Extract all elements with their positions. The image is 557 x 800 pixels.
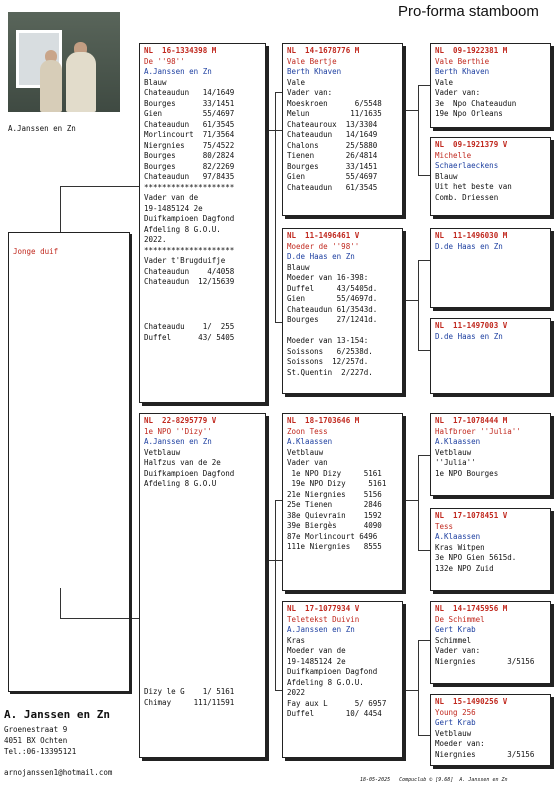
breeder: A.Klaassen bbox=[435, 532, 481, 541]
text-line: Schimmel bbox=[435, 635, 472, 645]
text-line: Vetblauw bbox=[144, 447, 181, 457]
breeder: Schaerlaeckens bbox=[435, 161, 499, 170]
text-line: Afdeling 8 G.O.U. bbox=[287, 677, 364, 687]
details bbox=[435, 729, 546, 761]
owner-address bbox=[4, 724, 76, 757]
details bbox=[287, 78, 398, 194]
text-line: 19e NPO Dizy 5161 bbox=[287, 479, 387, 488]
father-card bbox=[139, 43, 266, 403]
ring-number: NL 14-1678776 M bbox=[287, 46, 360, 55]
text-line: Vale bbox=[435, 77, 454, 87]
text-line: 111e Niergnies 8555 bbox=[287, 542, 382, 551]
text-line: Moeskroen 6/5548 bbox=[287, 98, 382, 108]
ring-number: NL 11-1496030 M bbox=[435, 231, 508, 240]
text-line: Kras Witpen bbox=[435, 542, 485, 552]
text-line: 3e Npo Chateaudun bbox=[435, 98, 517, 108]
text-line: Vader van: bbox=[435, 88, 481, 97]
text-line: 19-1485124 2e bbox=[287, 656, 346, 666]
bird-name: Halfbroer ''Julia'' bbox=[435, 426, 521, 436]
text-line: Vetblauw bbox=[287, 447, 324, 457]
text-line: Chateauroux 13/3304 bbox=[287, 119, 378, 129]
text-line: Tienen 26/4814 bbox=[287, 151, 378, 160]
breeder: Berth Khaven bbox=[435, 67, 490, 76]
text-line: Gien 55/4697 bbox=[287, 172, 378, 181]
breeder: D.de Haas en Zn bbox=[435, 331, 503, 341]
bird-name: Michelle bbox=[435, 150, 472, 160]
text-line: 87e Morlincourt 6496 bbox=[287, 531, 378, 541]
text-line: Chateaudun 61/3543d. bbox=[287, 304, 378, 314]
ring-number: NL 17-1077934 V bbox=[287, 604, 360, 613]
fmf-card bbox=[430, 228, 551, 308]
text-line: Bourges 80/2824 bbox=[144, 151, 235, 160]
text-line: Gien 55/4697d. bbox=[287, 294, 378, 303]
text-line: Bourges 33/1451 bbox=[287, 161, 378, 171]
ffm-card bbox=[430, 137, 551, 216]
ring-number: NL 09-1922381 M bbox=[435, 46, 508, 55]
text-line: St.Quentin 2/227d. bbox=[287, 367, 373, 377]
owner-email[interactable]: arnojanssen1@hotmail.com bbox=[4, 768, 113, 777]
text-line: Vader t'Brugduifje bbox=[144, 256, 226, 265]
text-line: Duifkampioen Dagfond bbox=[144, 214, 235, 223]
owner-photo bbox=[8, 12, 120, 112]
text-line: Blauw bbox=[287, 262, 310, 272]
text-line: Chateaudun 14/1649 bbox=[287, 130, 378, 139]
text-line: Halfzus van de 2e bbox=[144, 458, 221, 467]
bird-name: 1e NPO ''Dizy'' bbox=[144, 426, 212, 436]
text-line: Vader van: bbox=[287, 88, 333, 97]
mfm-card bbox=[430, 508, 551, 591]
bird-name: Zoon Tess bbox=[287, 426, 328, 436]
text-line: Vader van: bbox=[435, 646, 481, 655]
ring-number: NL 11-1497003 V bbox=[435, 321, 508, 330]
text-line: 19e Npo Orleans bbox=[435, 109, 503, 118]
bird-name: Moeder de ''98'' bbox=[287, 241, 360, 251]
text-line: Blauw bbox=[435, 171, 458, 181]
bird-name: Teletekst Duivin bbox=[287, 614, 360, 624]
owner-name: A. Janssen en Zn bbox=[4, 708, 110, 721]
text-line: 1e NPO Bourges bbox=[435, 468, 499, 478]
owner-name-small: A.Janssen en Zn bbox=[8, 124, 76, 133]
details bbox=[287, 263, 398, 379]
text-line bbox=[287, 326, 398, 337]
text-line: Moeder van 13-154: bbox=[287, 336, 369, 345]
text-line: Morlincourt 71/3564 bbox=[144, 130, 235, 139]
text-line: 4051 BX Ochten bbox=[4, 736, 68, 745]
text-line: Chateaudun 12/15639 bbox=[144, 277, 235, 286]
text-line: Niergnies 3/5156 bbox=[435, 749, 535, 759]
text-line: Chateaudu 1/ 255 bbox=[144, 322, 235, 331]
text-line: Duifkampioen Dagfond bbox=[287, 667, 378, 676]
breeder: A.Klaassen bbox=[287, 437, 333, 446]
breeder: D.de Haas en Zn bbox=[435, 241, 503, 251]
details bbox=[435, 543, 546, 575]
text-line: Chateaudun 14/1649 bbox=[144, 88, 235, 97]
text-line: Niergnies 3/5156 bbox=[435, 656, 535, 666]
mmf-card bbox=[430, 601, 551, 684]
ring-number: NL 17-1078444 M bbox=[435, 416, 508, 425]
details bbox=[435, 636, 546, 668]
details bbox=[144, 448, 261, 490]
ring-number: NL 22-8295779 V bbox=[144, 416, 217, 425]
text-line: 39e Biergès 4090 bbox=[287, 521, 382, 530]
text-line: ******************** bbox=[144, 182, 235, 192]
text-line: Vetblauw bbox=[435, 728, 472, 738]
text-line: Bourges 33/1451 bbox=[144, 98, 235, 108]
details bbox=[435, 172, 546, 204]
text-line: Melun 11/1635 bbox=[287, 109, 382, 118]
text-line: 2022 bbox=[287, 688, 306, 697]
breeder: D.de Haas en Zn bbox=[287, 252, 355, 261]
text-line: Duffel 10/ 4454 bbox=[287, 709, 382, 718]
text-line: Chalons 25/5880 bbox=[287, 140, 378, 150]
text-line: Soissons 6/2538d. bbox=[287, 346, 373, 356]
details bbox=[144, 78, 261, 288]
text-line: Moeder van de bbox=[287, 646, 346, 655]
text-line: 132e NPO Zuid bbox=[435, 563, 494, 573]
text-line: Kras bbox=[287, 635, 306, 645]
text-line: Fay aux L 5/ 6957 bbox=[287, 698, 387, 708]
text-line: Vader van bbox=[287, 458, 328, 467]
text-line: 1e NPO Dizy 5161 bbox=[287, 468, 382, 478]
ring-number: NL 16-1334398 M bbox=[144, 46, 217, 55]
text-line: Bourges 27/1241d. bbox=[287, 315, 378, 324]
text-line: Afdeling 8 G.O.U. bbox=[144, 224, 221, 234]
text-line: 3e NPO Gien 5615d. bbox=[435, 553, 517, 562]
text-line: Afdeling 8 G.O.U bbox=[144, 479, 217, 488]
bird-name: De Schimmel bbox=[435, 614, 485, 624]
breeder: Gert Krab bbox=[435, 625, 476, 634]
text-line: Niergnies 75/4522 bbox=[144, 140, 235, 150]
text-line: Dizy le G 1/ 5161 bbox=[144, 687, 235, 696]
mmm-card bbox=[430, 694, 551, 766]
text-line: Gien 55/4697 bbox=[144, 109, 235, 118]
fff-card bbox=[430, 43, 551, 128]
breeder: A.Janssen en Zn bbox=[287, 625, 355, 634]
ring-number: NL 17-1078451 V bbox=[435, 511, 508, 520]
bird-name: Vale Berthie bbox=[435, 56, 490, 66]
text-line: Chateaudun 97/8435 bbox=[144, 172, 235, 181]
page-title: Pro-forma stamboom bbox=[398, 3, 539, 20]
breeder: Gert Krab bbox=[435, 718, 476, 727]
text-line: Duffel 43/ 5405 bbox=[144, 332, 235, 342]
fmm-card bbox=[430, 318, 551, 394]
ring-number: NL 18-1703646 M bbox=[287, 416, 360, 425]
text-line: Duifkampioen Dagfond bbox=[144, 468, 235, 478]
text-line: 2022. bbox=[144, 235, 167, 244]
text-line: Bourges 82/2269 bbox=[144, 161, 235, 171]
text-line: 38e Quievrain 1592 bbox=[287, 510, 382, 520]
text-line: Comb. Driessen bbox=[435, 192, 499, 202]
mff-card bbox=[430, 413, 551, 496]
text-line: Vetblauw bbox=[435, 447, 472, 457]
ring-number: NL 15-1490256 V bbox=[435, 697, 508, 706]
subject-label: Jonge duif bbox=[13, 247, 59, 256]
results bbox=[144, 322, 234, 343]
subject-box bbox=[8, 232, 130, 692]
ring-number: NL 14-1745956 M bbox=[435, 604, 508, 613]
bird-name: Tess bbox=[435, 521, 454, 531]
breeder: A.Klaassen bbox=[435, 437, 481, 446]
text-line: Chateaudun 4/4058 bbox=[144, 266, 235, 276]
details bbox=[435, 448, 546, 480]
text-line: 19-1485124 2e bbox=[144, 203, 203, 213]
text-line: ******************** bbox=[144, 245, 235, 255]
text-line: Vale bbox=[287, 77, 306, 87]
breeder: A.Janssen en Zn bbox=[144, 437, 212, 446]
text-line: Moeder van 16-398: bbox=[287, 273, 369, 282]
ring-number: NL 11-1496461 V bbox=[287, 231, 360, 240]
text-line: Uit het beste van bbox=[435, 182, 512, 191]
results bbox=[144, 687, 234, 708]
breeder: Berth Khaven bbox=[287, 67, 342, 76]
text-line: 21e Niergnies 5156 bbox=[287, 489, 382, 499]
ff-card bbox=[282, 43, 403, 216]
fm-card bbox=[282, 228, 403, 394]
footer-text: 18-05-2025 Compuclub © [9.68] A. Janssen en Zn bbox=[360, 777, 508, 783]
text-line: Blauw bbox=[144, 77, 167, 87]
text-line: Chateaudun 61/3545 bbox=[144, 119, 235, 129]
details bbox=[287, 448, 398, 553]
text-line: Moeder van: bbox=[435, 739, 485, 748]
mm-card bbox=[282, 601, 403, 758]
mother-card bbox=[139, 413, 266, 758]
text-line: Vader van de bbox=[144, 193, 199, 202]
text-line: 25e Tienen 2846 bbox=[287, 500, 382, 509]
mf-card bbox=[282, 413, 403, 591]
text-line: Chimay 111/11591 bbox=[144, 697, 235, 707]
text-line: Tel.:06-13395121 bbox=[4, 747, 77, 756]
text-line: Duffel 43/5405d. bbox=[287, 283, 378, 293]
bird-name: De ''98'' bbox=[144, 56, 185, 66]
ring-number: NL 09-1921379 V bbox=[435, 140, 508, 149]
bird-name: Vale Bertje bbox=[287, 56, 337, 66]
text-line: ''Julia'' bbox=[435, 458, 476, 467]
breeder: A.Janssen en Zn bbox=[144, 67, 212, 76]
bird-name: Young 256 bbox=[435, 707, 476, 717]
details bbox=[287, 636, 398, 720]
details bbox=[435, 78, 546, 120]
text-line: Soissons 12/257d. bbox=[287, 357, 369, 366]
text-line: Groenestraat 9 bbox=[4, 725, 68, 734]
text-line: Chateaudun 61/3545 bbox=[287, 182, 378, 192]
